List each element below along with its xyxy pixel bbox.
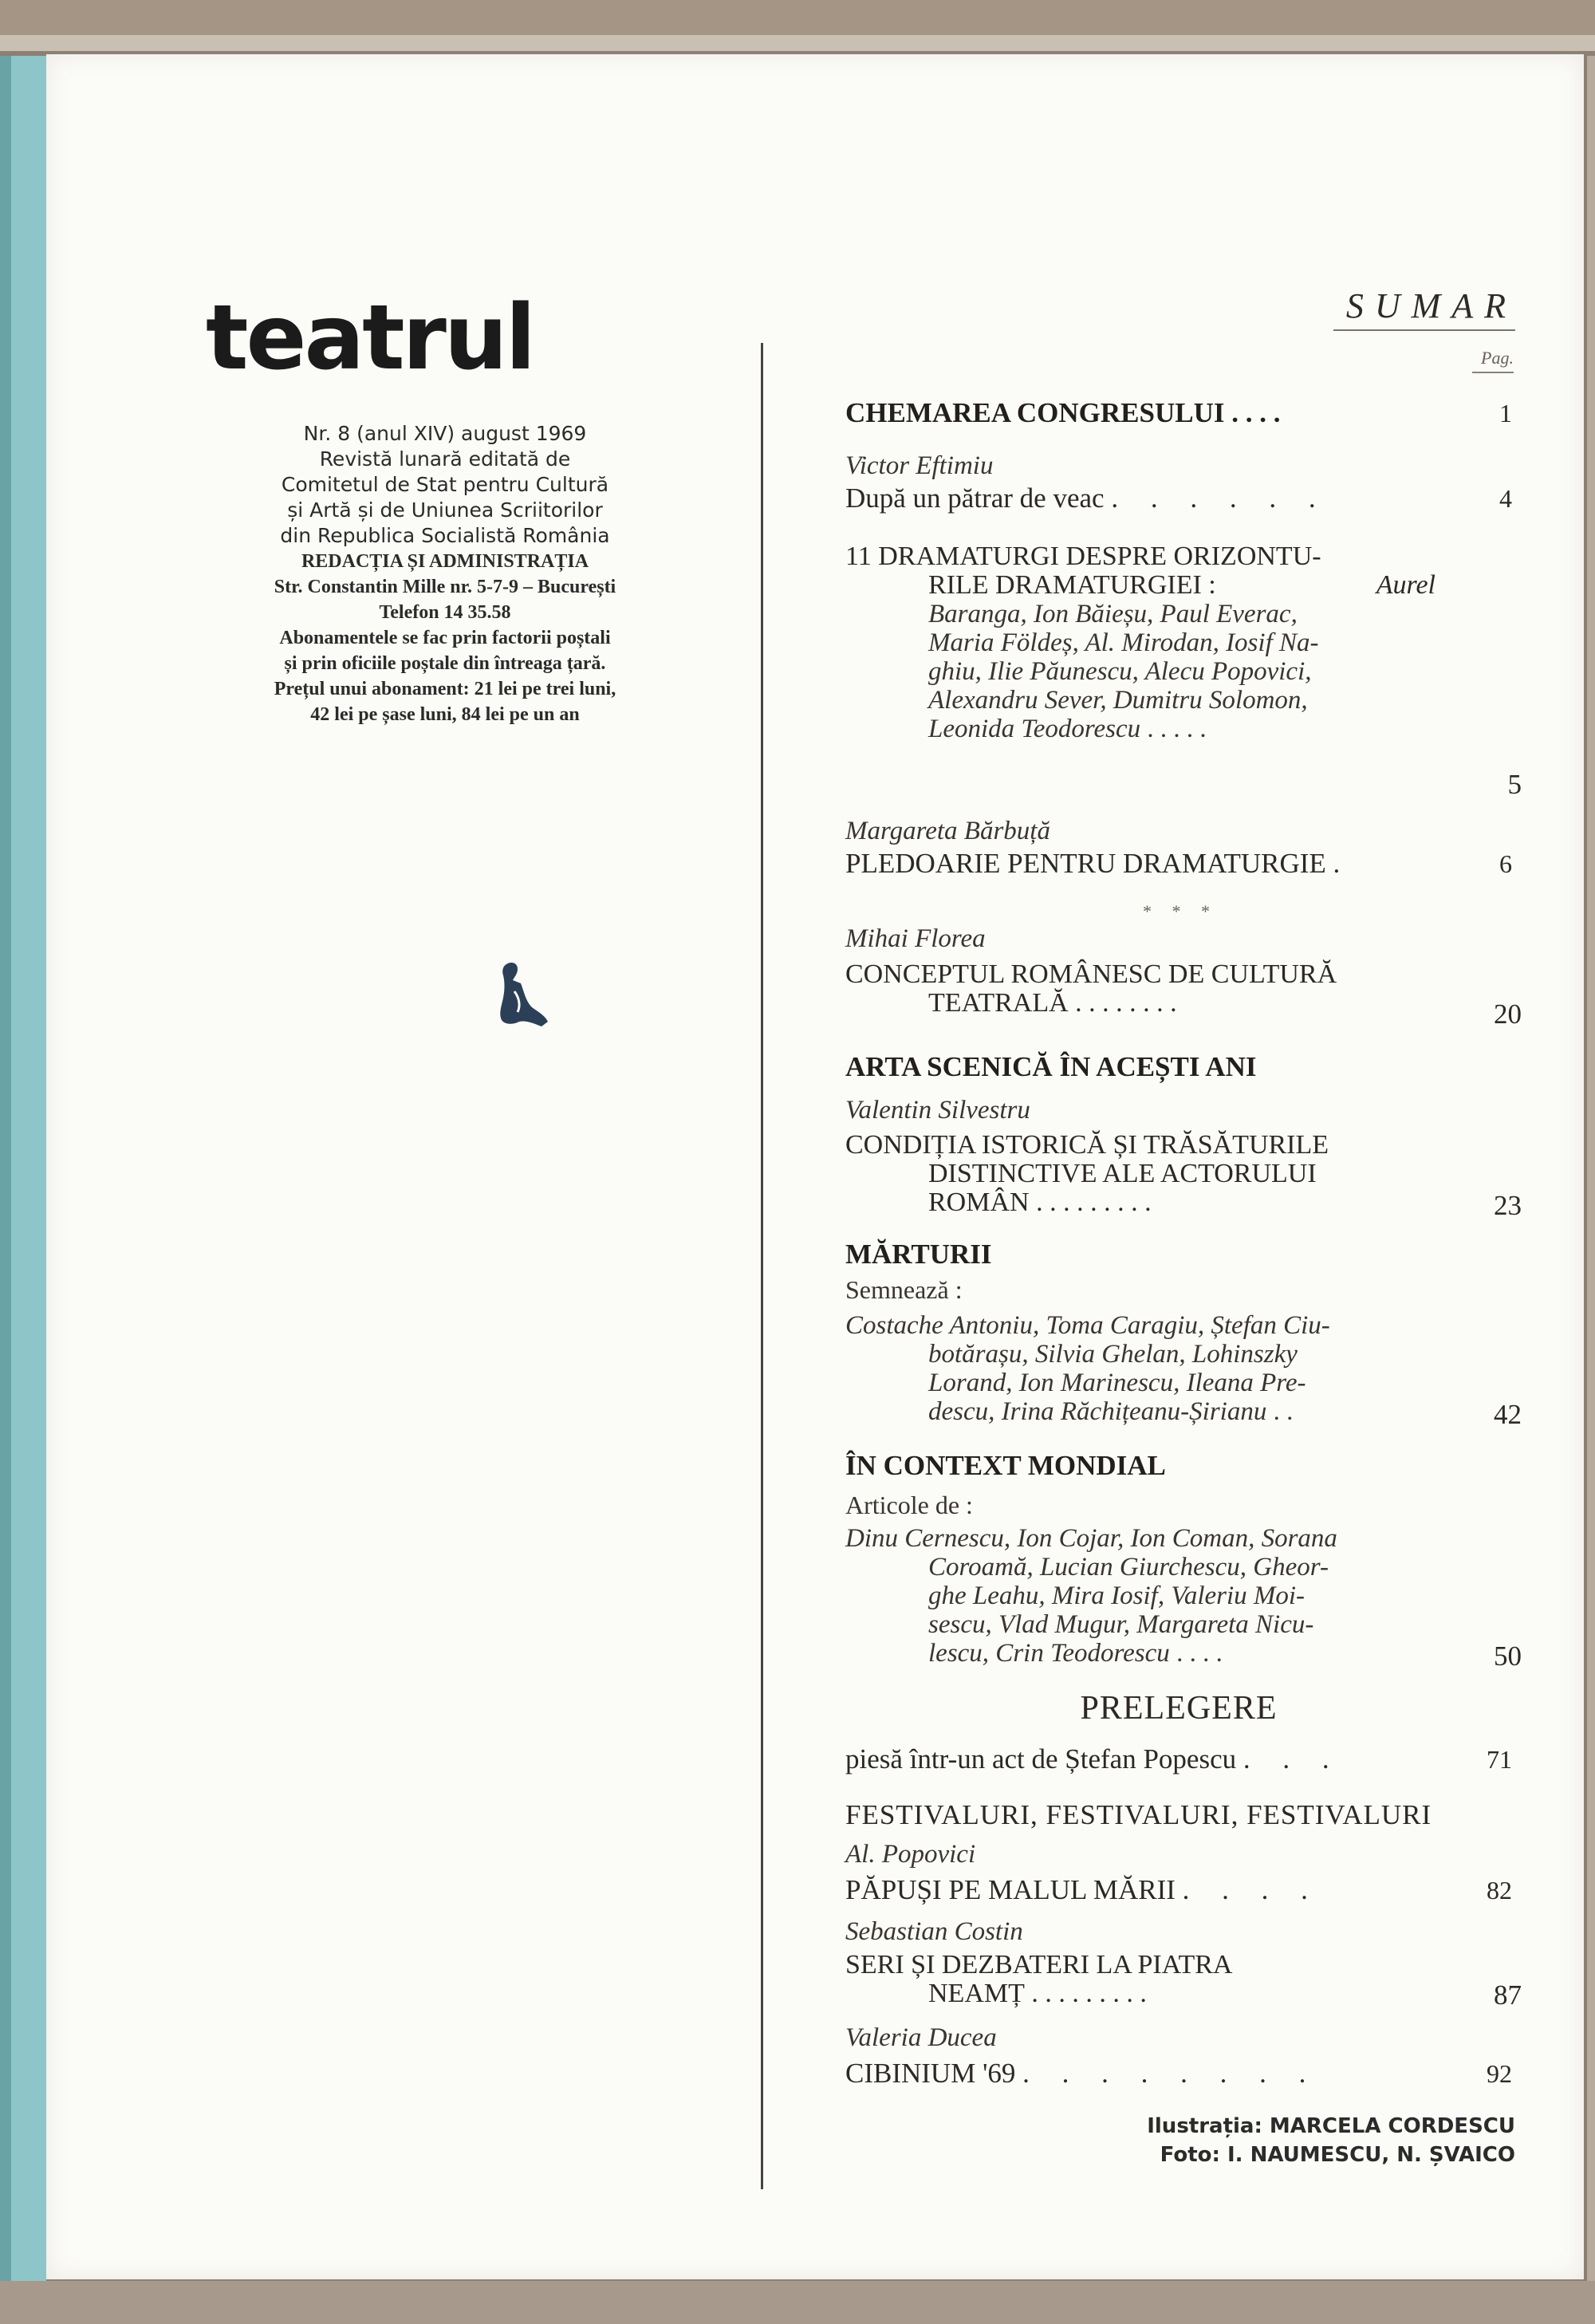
impressum-line: Revistă lunară editată de xyxy=(319,447,571,471)
author-line: Coroamă, Lucian Giurchescu, Gheor- xyxy=(928,1553,1329,1582)
entry-author: Valeria Ducea xyxy=(845,2023,997,2052)
page-number-wrap xyxy=(1426,1979,1522,2011)
section-heading: FESTIVALURI, FESTIVALURI, FESTIVALURI xyxy=(845,1799,1432,1830)
leader-dots: . . . . xyxy=(1231,397,1281,428)
page-number: 23 xyxy=(1494,1190,1522,1221)
entry-title-line xyxy=(845,1979,1436,2008)
seated-figure-icon xyxy=(497,959,553,1031)
leader-dots: . xyxy=(1333,848,1353,879)
page-number: 4 xyxy=(1499,484,1512,513)
table-of-contents xyxy=(845,54,1522,2279)
separator-stars: * * * xyxy=(1143,901,1218,921)
page-column-rule xyxy=(1472,372,1514,373)
page-number: 6 xyxy=(1499,849,1512,878)
author-text: descu, Irina Răchițeanu-Șirianu xyxy=(928,1397,1267,1426)
leader-dots: . . . . . . . . . xyxy=(1029,1188,1152,1217)
impressum-line: Prețul unui abonament: 21 lei pe trei luni, xyxy=(274,679,616,699)
credits xyxy=(1085,2112,1515,2169)
author-text: Leonida Teodorescu xyxy=(928,715,1141,743)
author-line xyxy=(845,715,1436,743)
toc-entry xyxy=(845,848,1512,880)
page-number: 82 xyxy=(1487,1876,1512,1904)
page-number-wrap xyxy=(1426,999,1522,1030)
photo-credit: Foto: I. NAUMESCU, N. ȘVAICO xyxy=(1160,2143,1515,2167)
leader-dots: . . . . xyxy=(1169,1639,1223,1668)
entry-title-text: RILE DRAMATURGIEI : xyxy=(928,570,1216,600)
impressum-line: Comitetul de Stat pentru Cultură xyxy=(281,473,609,496)
entry-authors xyxy=(845,1524,1436,1668)
leader-dots: . . . . . . . . xyxy=(1068,988,1177,1018)
impressum-line: Str. Constantin Mille nr. 5-7-9 – București xyxy=(274,577,616,597)
author-line xyxy=(845,1639,1436,1668)
page-number: 1 xyxy=(1499,399,1512,427)
entry-title-line: DISTINCTIVE ALE ACTORULUI xyxy=(928,1159,1317,1188)
entry-title: PĂPUȘI PE MALUL MĂRII xyxy=(845,1874,1176,1905)
author-line: Alexandru Sever, Dumitru Solomon, xyxy=(928,686,1308,715)
leader-dots: . . . . . . . . . xyxy=(1024,1979,1147,2008)
toc-title-rule xyxy=(1333,329,1515,331)
scan-border-bottom xyxy=(0,2281,1595,2324)
page-number: 5 xyxy=(1507,769,1522,800)
entry-title: PLEDOARIE PENTRU DRAMATURGIE xyxy=(845,848,1326,879)
entry-title-line: SERI ȘI DEZBATERI LA PIATRA xyxy=(845,1950,1233,1979)
entry-title-text: TEATRALĂ xyxy=(928,988,1069,1018)
entry-author: Mihai Florea xyxy=(845,924,986,953)
impressum-line: Nr. 8 (anul XIV) august 1969 xyxy=(303,422,587,445)
column-divider xyxy=(761,343,763,2189)
page-number-wrap xyxy=(1426,769,1522,801)
impressum-line: și Artă și de Uniunea Scriitorilor xyxy=(287,498,603,522)
entry-author: Margareta Bărbuță xyxy=(845,817,1050,845)
entry-author: Victor Eftimiu xyxy=(845,451,994,480)
masthead-logo: teatrul xyxy=(206,286,534,390)
entry-title: CIBINIUM '69 xyxy=(845,2058,1016,2089)
leader-dots: . . . . xyxy=(1182,1874,1321,1905)
leader-dots: . . . . . xyxy=(1140,715,1207,743)
page-number: 92 xyxy=(1487,2059,1512,2088)
leader-dots: . . . xyxy=(1243,1743,1342,1775)
toc-entry xyxy=(845,397,1512,429)
magazine-page xyxy=(46,54,1584,2279)
entry-label: Semnează : xyxy=(845,1275,963,1304)
section-heading: ÎN CONTEXT MONDIAL xyxy=(845,1450,1166,1481)
entry-author: Al. Popovici xyxy=(845,1840,976,1869)
entry-title-line: CONCEPTUL ROMÂNESC DE CULTURĂ xyxy=(845,959,1337,989)
leader-dots: . . xyxy=(1266,1397,1294,1426)
author-line: sescu, Vlad Mugur, Margareta Nicu- xyxy=(928,1610,1314,1639)
toc-entry-title xyxy=(845,1951,1436,2008)
entry-title-text: NEAMȚ xyxy=(928,1979,1025,2008)
featured-play-title: PRELEGERE xyxy=(1080,1690,1278,1727)
impressum-line: din Republica Socialistă România xyxy=(280,524,610,547)
toc-entry xyxy=(845,1743,1512,1775)
leader-dots: . . . . . . . . xyxy=(1022,2058,1319,2089)
impressum xyxy=(206,421,684,727)
author-line: Maria Földeș, Al. Mirodan, Iosif Na- xyxy=(928,628,1319,657)
entry-title-line: 11 DRAMATURGI DESPRE ORIZONTU- xyxy=(845,542,1321,571)
leader-dots: . . . . . . xyxy=(1111,483,1329,514)
entry-title-line xyxy=(845,571,1436,600)
entry-title-line xyxy=(845,1188,1436,1217)
entry-author: Sebastian Costin xyxy=(845,1917,1023,1946)
author-line xyxy=(845,1397,1436,1426)
scan-border-top xyxy=(0,0,1595,35)
entry-title: CHEMAREA CONGRESULUI xyxy=(845,397,1225,428)
impressum-line: Telefon 14 35.58 xyxy=(379,602,511,623)
page-number-wrap xyxy=(1426,1399,1522,1431)
page-number: 42 xyxy=(1494,1399,1522,1430)
entry-title-line xyxy=(845,989,1436,1018)
impressum-line: 42 lei pe șase luni, 84 lei pe un an xyxy=(310,704,580,725)
entry-authors xyxy=(845,600,1436,743)
toc-entry xyxy=(845,483,1512,514)
toc-title: SUMAR xyxy=(1345,286,1517,325)
impressum-line: REDACȚIA ȘI ADMINISTRAȚIA xyxy=(301,551,589,572)
author-line: Costache Antoniu, Toma Caragiu, Ștefan Ciu- xyxy=(845,1311,1330,1340)
page-number-wrap xyxy=(1426,1641,1522,1672)
entry-label: Articole de : xyxy=(845,1491,973,1519)
toc-entry-title xyxy=(845,960,1436,1018)
toc-entry-title xyxy=(845,542,1436,600)
entry-author-start: Aurel xyxy=(1376,570,1436,600)
page-number: 20 xyxy=(1494,999,1522,1030)
toc-entry xyxy=(845,1874,1512,1906)
page-number: 71 xyxy=(1487,1745,1512,1774)
section-heading: MĂRTURII xyxy=(845,1239,992,1270)
author-line: Baranga, Ion Băieșu, Paul Everac, xyxy=(928,600,1298,628)
author-line: Dinu Cernescu, Ion Cojar, Ion Coman, Sorana xyxy=(845,1524,1337,1553)
scan-border-right xyxy=(1587,56,1595,2324)
entry-title-text: ROMÂN xyxy=(928,1188,1030,1217)
page-number: 50 xyxy=(1494,1641,1522,1672)
page-column-label: Pag. xyxy=(1481,348,1514,368)
entry-title: piesă într-un act de Ștefan Popescu xyxy=(845,1743,1237,1775)
illustration-credit: Ilustrația: MARCELA CORDESCU xyxy=(1147,2114,1515,2138)
impressum-line: și prin oficiile poștale din întreaga țară. xyxy=(284,653,606,674)
cover-edge-shadow xyxy=(0,56,11,2289)
page-number-wrap xyxy=(1426,1190,1522,1222)
entry-author: Valentin Silvestru xyxy=(845,1096,1030,1125)
impressum-line: Abonamentele se fac prin factorii poștali xyxy=(279,628,611,648)
author-line: ghiu, Ilie Păunescu, Alecu Popovici, xyxy=(928,657,1312,686)
page-number: 87 xyxy=(1494,1979,1522,2011)
toc-entry-title xyxy=(845,1131,1436,1217)
author-line: Lorand, Ion Marinescu, Ileana Pre- xyxy=(928,1369,1306,1397)
author-text: lescu, Crin Teodorescu xyxy=(928,1639,1170,1668)
scan-border-top-inner xyxy=(0,35,1595,51)
toc-entry xyxy=(845,2058,1512,2090)
section-heading: ARTA SCENICĂ ÎN ACEȘTI ANI xyxy=(845,1051,1257,1082)
entry-authors xyxy=(845,1311,1436,1426)
entry-title: După un pătrar de veac xyxy=(845,483,1105,514)
author-line: botărașu, Silvia Ghelan, Lohinszky xyxy=(928,1340,1298,1369)
author-line: ghe Leahu, Mira Iosif, Valeriu Moi- xyxy=(928,1582,1306,1610)
entry-title-line: CONDIȚIA ISTORICĂ ȘI TRĂSĂTURILE xyxy=(845,1130,1329,1160)
